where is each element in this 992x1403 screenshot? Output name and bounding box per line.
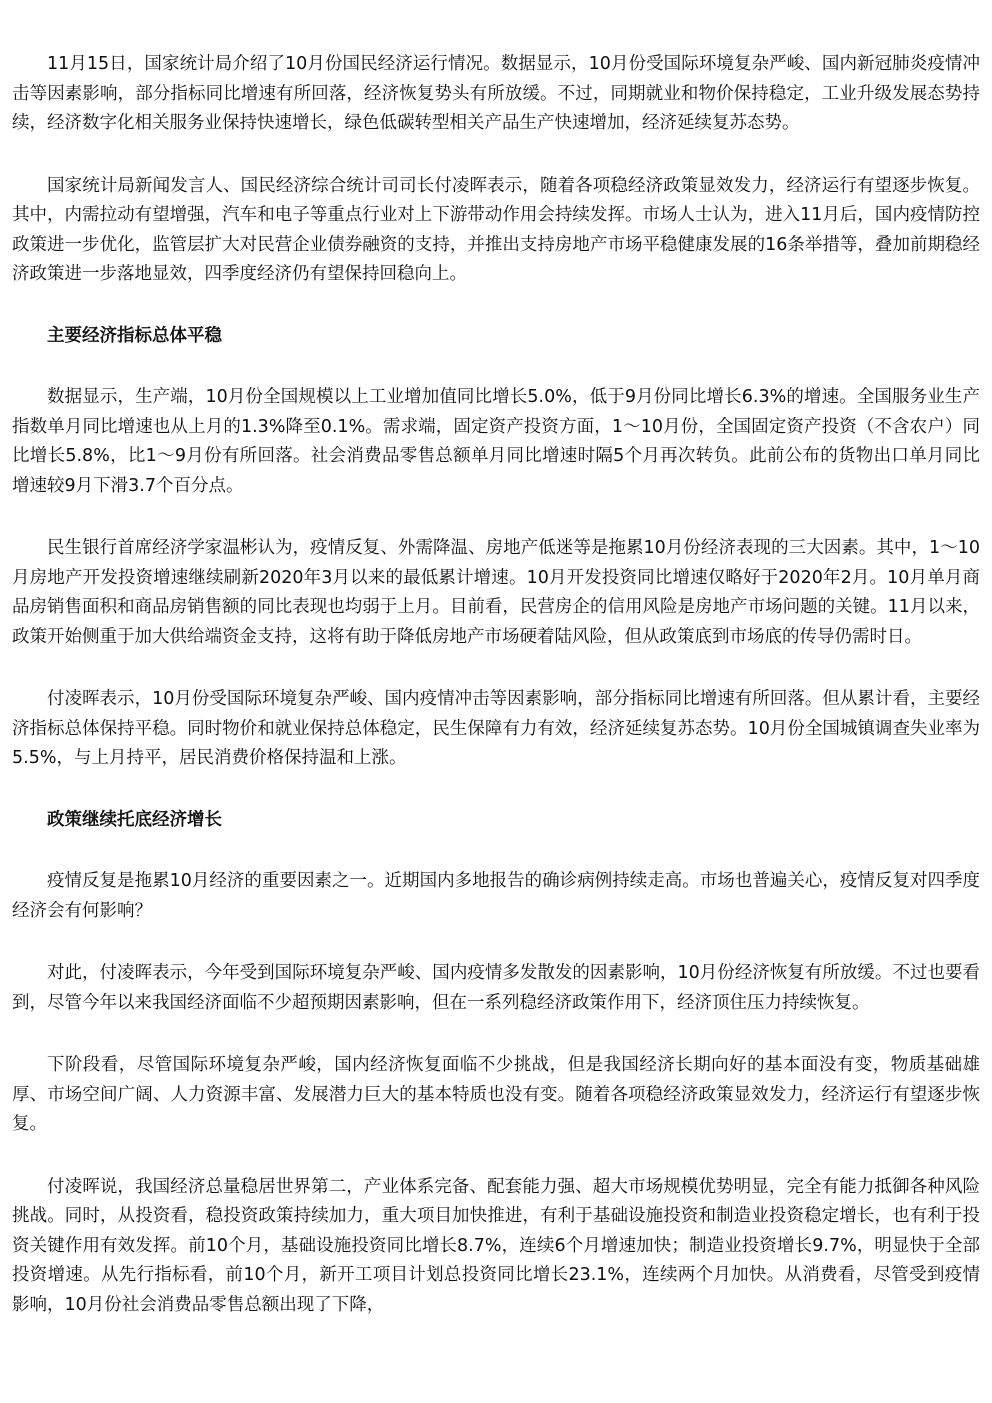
paragraph-economist: 民生银行首席经济学家温彬认为，疫情反复、外需降温、房地产低迷等是拖累10月份经济表现的三大因素。其中，1～10月房地产开发投资增速继续刷新2020年3月以来的最低累计增速。10月开发投资同比增速仅略好于2020年2月。10月单月商品房销售面积和商品房销售额的同比表现也均弱于上月。目前看，民营房企的信用风险是房地产市场问题的关键。11月以来，政策开始侧重于加大供给端资金支持，这将有助于降低房地产市场硬着陆风险，但从政策底到市场底的传导仍需时日。 [12, 538, 980, 647]
section-heading-indicators: 主要经济指标总体平稳 [47, 325, 222, 346]
paragraph-spokesperson: 国家统计局新闻发言人、国民经济综合统计司司长付凌晖表示，随着各项稳经济政策显效发力，经济运行有望逐步恢复。其中，内需拉动有望增强，汽车和电子等重点行业对上下游带动作用会持续发挥。市场人士认为，进入11月后，国内疫情防控政策进一步优化，监管层扩大对民营企业债券融资的支持，并推出支持房地产市场平稳健康发展的16条举措等，叠加前期稳经济政策进一步落地显效，四季度经济仍有望保持回稳向上。 [12, 175, 980, 284]
paragraph-outlook: 下阶段看，尽管国际环境复杂严峻，国内经济恢复面临不少挑战，但是我国经济长期向好的基本面没有变，物质基础雄厚、市场空间广阔、人力资源丰富、发展潜力巨大的基本特质也没有变。随着各项稳经济政策显效发力，经济运行有望逐步恢复。 [12, 1055, 980, 1134]
article-body [12, 50, 980, 1320]
paragraph-intro: 11月15日，国家统计局介绍了10月份国民经济运行情况。数据显示，10月份受国际环境复杂严峻、国内新冠肺炎疫情冲击等因素影响，部分指标同比增速有所回落，经济恢复势头有所放缓。不过，同期就业和物价保持稳定，工业升级发展态势持续，经济数字化相关服务业保持快速增长，绿色低碳转型相关产品生产快速增加，经济延续复苏态势。 [12, 54, 980, 133]
paragraph-epidemic: 疫情反复是拖累10月经济的重要因素之一。近期国内多地报告的确诊病例持续走高。市场也普遍关心，疫情反复对四季度经济会有何影响？ [12, 871, 980, 921]
paragraph-investment: 付凌晖说，我国经济总量稳居世界第二，产业体系完备、配套能力强、超大市场规模优势明显，完全有能力抵御各种风险挑战。同时，从投资看，稳投资政策持续加力，重大项目加快推进，有利于基础设施投资和制造业投资稳定增长，也有利于投资关键作用有效发挥。前10个月，基础设施投资同比增长8.7%，连续6个月增速加快；制造业投资增长9.7%，明显快于全部投资增速。从先行指标看，前10个月，新开工项目计划总投资同比增长23.1%，连续两个月加快。从消费看，尽管受到疫情影响，10月份社会消费品零售总额出现了下降， [12, 1176, 980, 1315]
section-heading-policy: 政策继续托底经济增长 [47, 809, 222, 830]
paragraph-response: 对此，付凌晖表示，今年受到国际环境复杂严峻、国内疫情多发散发的因素影响，10月份经济恢复有所放缓。不过也要看到，尽管今年以来我国经济面临不少超预期因素影响，但在一系列稳经济政策作用下，经济顶住压力持续恢复。 [12, 963, 980, 1013]
paragraph-stability: 付凌晖表示，10月份受国际环境复杂严峻、国内疫情冲击等因素影响，部分指标同比增速有所回落。但从累计看，主要经济指标总体保持平稳。同时物价和就业保持总体稳定，民生保障有力有效，经济延续复苏态势。10月份全国城镇调查失业率为5.5%，与上月持平，居民消费价格保持温和上涨。 [12, 689, 980, 768]
paragraph-data: 数据显示，生产端，10月份全国规模以上工业增加值同比增长5.0%，低于9月份同比增长6.3%的增速。全国服务业生产指数单月同比增速也从上月的1.3%降至0.1%。需求端，固定资产投资方面，1～10月份，全国固定资产投资（不含农户）同比增长5.8%，比1～9月份有所回落。社会消费品零售总额单月同比增速时隔5个月再次转负。此前公布的货物出口单月同比增速较9月下滑3.7个百分点。 [12, 387, 980, 496]
